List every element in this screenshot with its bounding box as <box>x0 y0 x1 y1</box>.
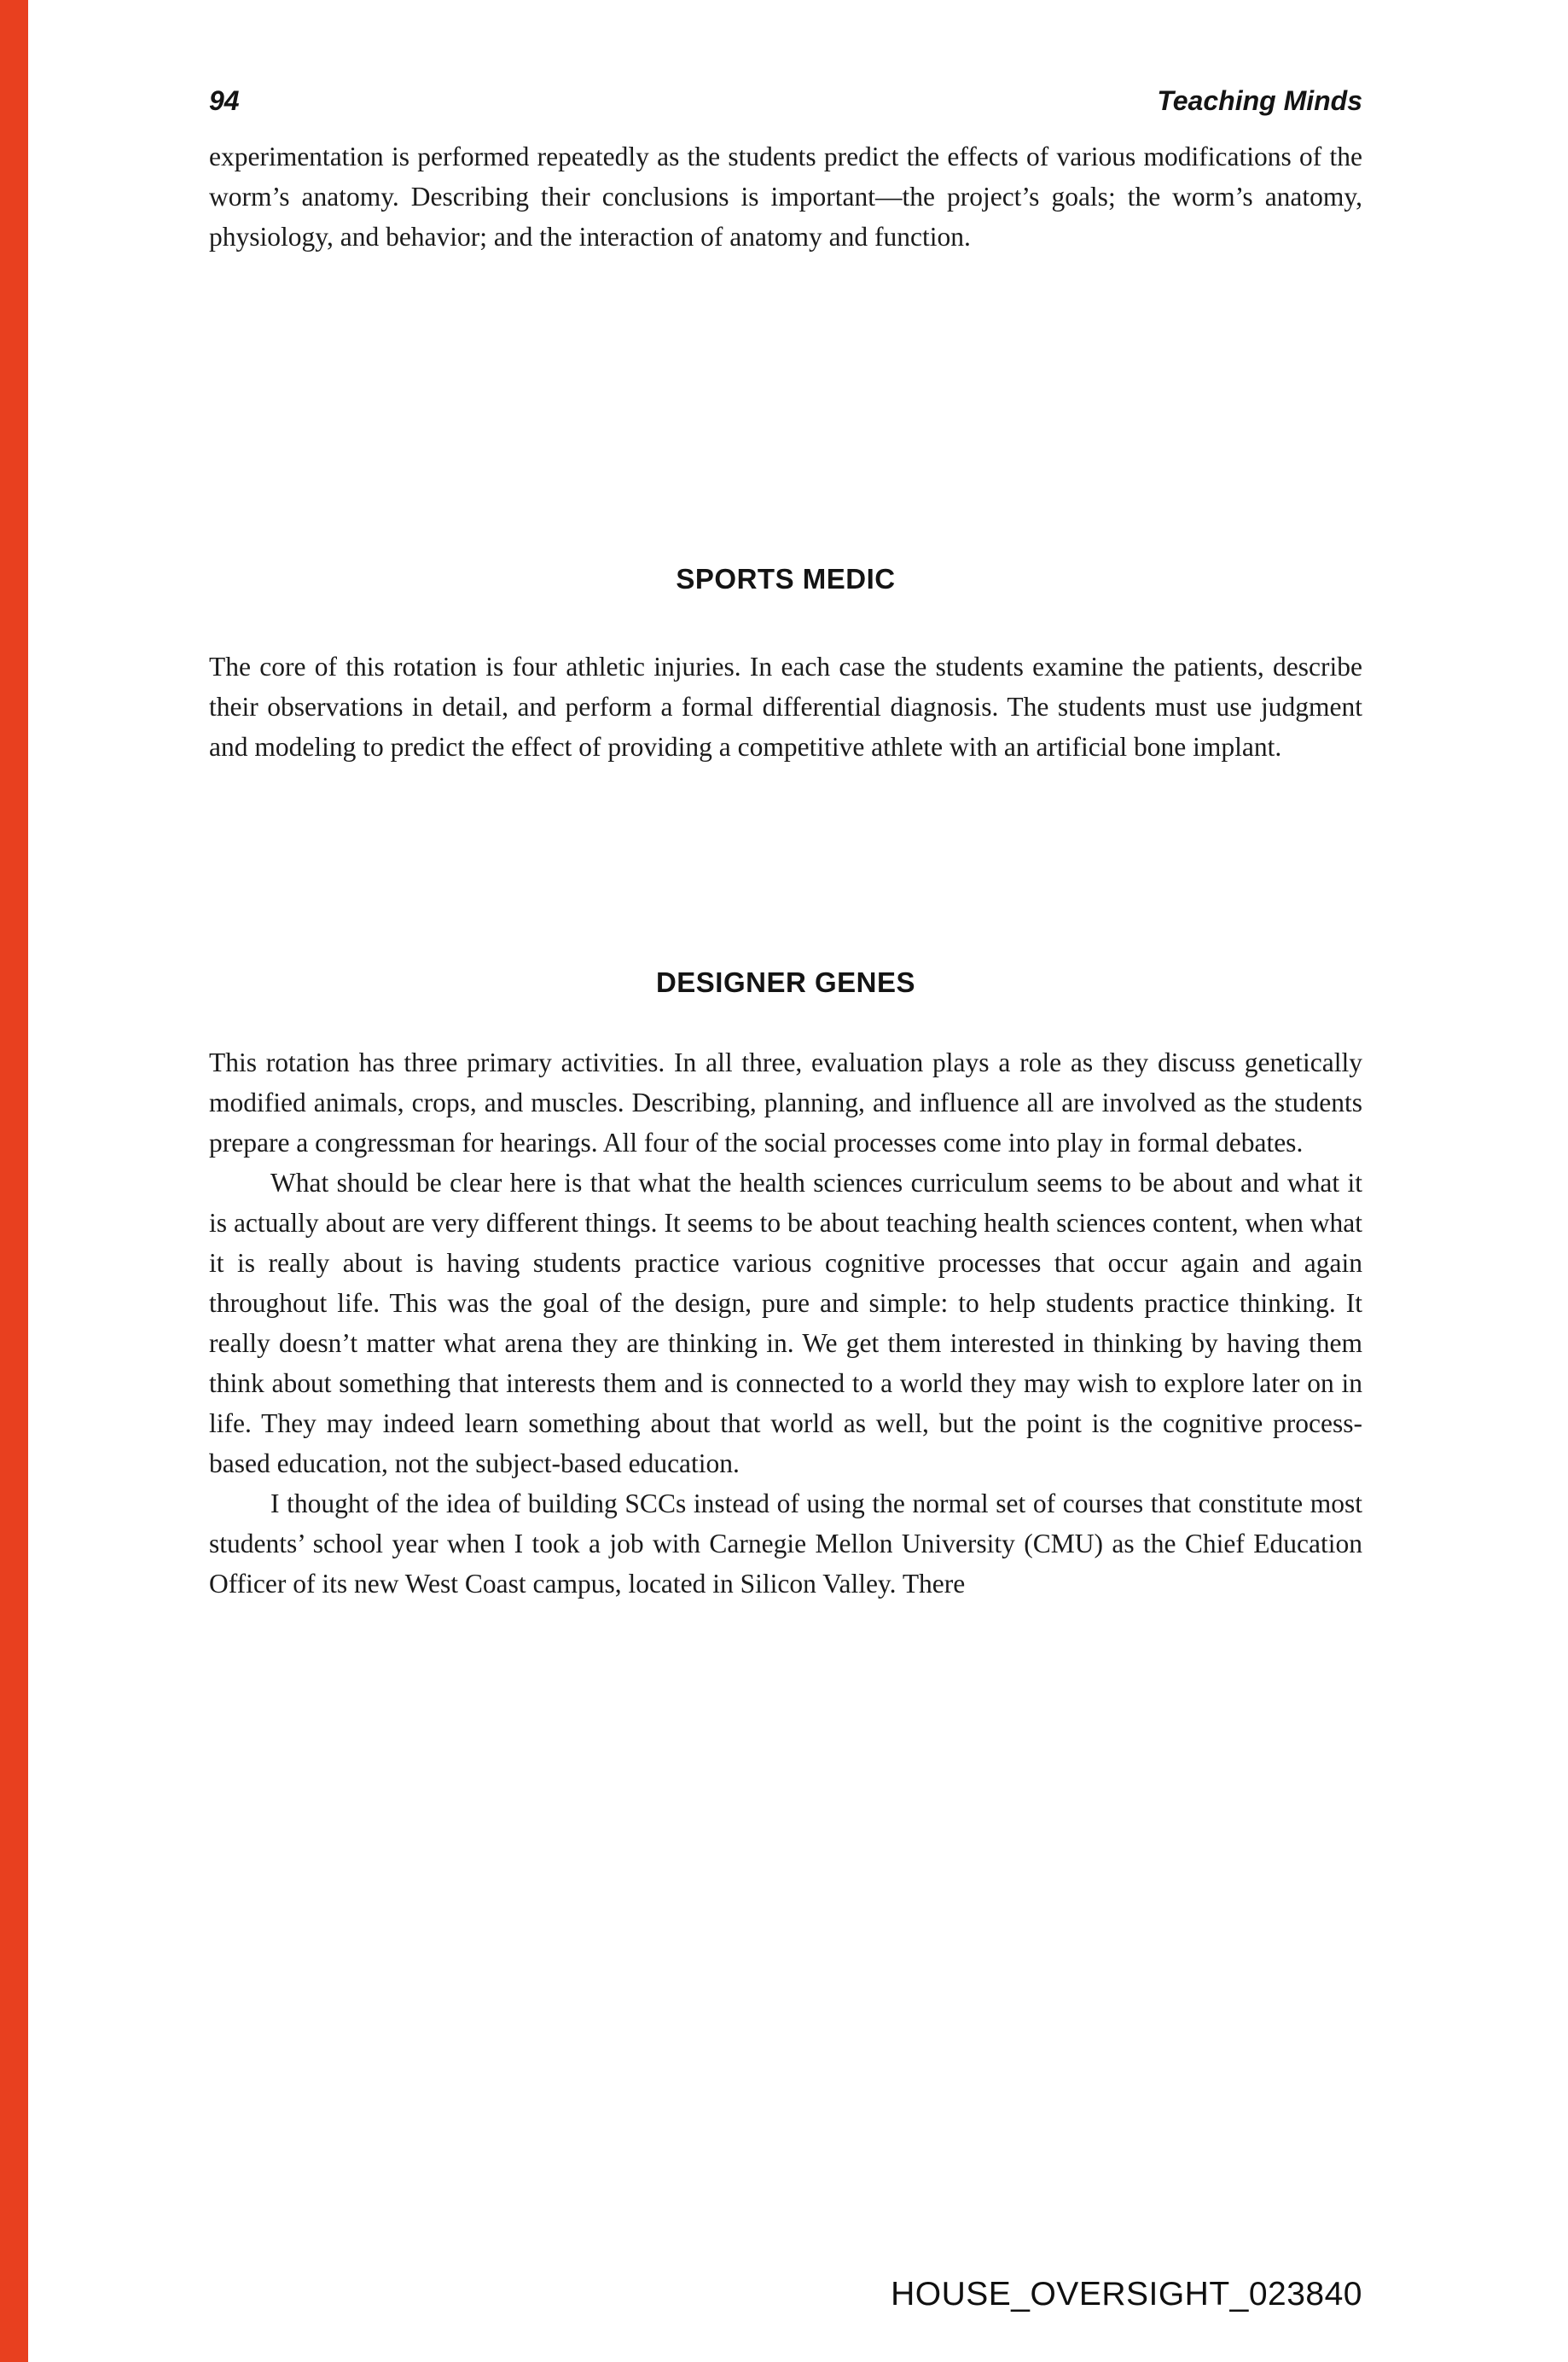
book-cover-edge-stripe <box>0 0 28 2362</box>
section-heading-sports-medic: SPORTS MEDIC <box>676 563 896 595</box>
designer-genes-paragraph-3: I thought of the idea of building SCCs instead of using the normal set of courses that constitute most students’ school year when I took a job with Carnegie Mellon University (CMU) as the Chief Education Officer of its new West Coast campus, located in Silicon Valley. There <box>209 1489 1362 1599</box>
page-number: 94 <box>209 85 240 116</box>
sports-medic-paragraph: The core of this rotation is four athletic injuries. In each case the students examine the patients, describe their observations in detail, and perform a formal differential diagnosis. The students must use judgment and modeling to predict the effect of providing a competitive athlete with an artificial bone implant. <box>209 652 1362 762</box>
running-head <box>209 85 1362 117</box>
designer-genes-paragraph-1: This rotation has three primary activities. In all three, evaluation plays a role as they discuss genetically modified animals, crops, and muscles. Describing, planning, and influence all are involved as the students prepare a congressman for hearings. All four of the social processes come into play in formal debates. <box>209 1048 1362 1158</box>
intro-paragraph: experimentation is performed repeatedly as the students predict the effects of various modifications of the worm’s anatomy. Describing their conclusions is important—the project’s goals; the worm’s anatomy, physiology, and behavior; and the interaction of anatomy and function. <box>209 142 1362 252</box>
designer-genes-text-block <box>209 1042 1362 1604</box>
running-head-title: Teaching Minds <box>1157 85 1362 116</box>
designer-genes-paragraph-2: What should be clear here is that what the health sciences curriculum seems to be about and what it is actually about are very different things. It seems to be about teaching health sciences content, when what it is really about is having students practice various cognitive processes that occur again and again throughout life. This was the goal of the design, pure and simple: to help students practice thinking. It really doesn’t matter what arena they are thinking in. We get them interested in thinking by having them think about something that interests them and is connected to a world they may wish to explore later on in life. They may indeed learn something about that world as well, but the point is the cognitive process-based education, not the subject-based education. <box>209 1168 1362 1478</box>
section-heading-designer-genes: DESIGNER GENES <box>655 966 916 998</box>
oversight-watermark: HOUSE_OVERSIGHT_023840 <box>891 2276 1362 2313</box>
